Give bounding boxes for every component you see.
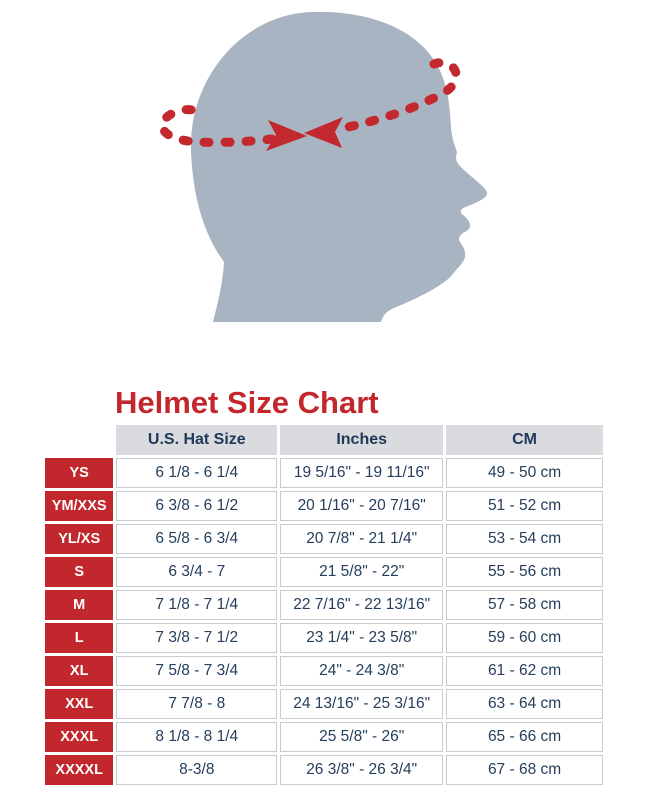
cm-cell: 65 - 66 cm [446, 722, 603, 752]
table-row [45, 755, 603, 785]
hat-size-cell: 8 1/8 - 8 1/4 [116, 722, 277, 752]
cm-cell: 67 - 68 cm [446, 755, 603, 785]
row-label: XL [45, 656, 113, 686]
cm-cell: 51 - 52 cm [446, 491, 603, 521]
column-header-inches: Inches [280, 425, 443, 455]
inches-cell: 20 7/8" - 21 1/4" [280, 524, 443, 554]
table-row [45, 458, 603, 488]
table-row [45, 656, 603, 686]
column-header-cm: CM [446, 425, 603, 455]
head-silhouette-icon [191, 12, 487, 322]
hat-size-cell: 7 1/8 - 7 1/4 [116, 590, 277, 620]
inches-cell: 23 1/4" - 23 5/8" [280, 623, 443, 653]
row-label: S [45, 557, 113, 587]
inches-cell: 21 5/8" - 22" [280, 557, 443, 587]
cm-cell: 49 - 50 cm [446, 458, 603, 488]
helmet-size-table [42, 422, 606, 788]
head-measurement-figure [0, 0, 648, 382]
row-label: YL/XS [45, 524, 113, 554]
inches-cell: 24 13/16" - 25 3/16" [280, 689, 443, 719]
cm-cell: 53 - 54 cm [446, 524, 603, 554]
page-title: Helmet Size Chart [115, 385, 379, 420]
table-row [45, 590, 603, 620]
inches-cell: 19 5/16" - 19 11/16" [280, 458, 443, 488]
row-label: L [45, 623, 113, 653]
hat-size-cell: 6 3/8 - 6 1/2 [116, 491, 277, 521]
row-label: M [45, 590, 113, 620]
table-row [45, 524, 603, 554]
hat-size-cell: 8-3/8 [116, 755, 277, 785]
cm-cell: 55 - 56 cm [446, 557, 603, 587]
header-row [45, 425, 603, 455]
table-row [45, 491, 603, 521]
column-header-us-hat-size: U.S. Hat Size [116, 425, 277, 455]
table-row [45, 689, 603, 719]
table-row [45, 623, 603, 653]
inches-cell: 24" - 24 3/8" [280, 656, 443, 686]
row-label: XXL [45, 689, 113, 719]
table-row [45, 557, 603, 587]
hat-size-cell: 6 1/8 - 6 1/4 [116, 458, 277, 488]
inches-cell: 25 5/8" - 26" [280, 722, 443, 752]
cm-cell: 61 - 62 cm [446, 656, 603, 686]
row-label: YM/XXS [45, 491, 113, 521]
inches-cell: 20 1/16" - 20 7/16" [280, 491, 443, 521]
row-label: XXXXL [45, 755, 113, 785]
inches-cell: 22 7/16" - 22 13/16" [280, 590, 443, 620]
table-row [45, 722, 603, 752]
hat-size-cell: 6 5/8 - 6 3/4 [116, 524, 277, 554]
size-table-container [0, 422, 648, 788]
row-label: YS [45, 458, 113, 488]
hat-size-cell: 6 3/4 - 7 [116, 557, 277, 587]
row-label: XXXL [45, 722, 113, 752]
hat-size-cell: 7 3/8 - 7 1/2 [116, 623, 277, 653]
cm-cell: 63 - 64 cm [446, 689, 603, 719]
cm-cell: 57 - 58 cm [446, 590, 603, 620]
hat-size-cell: 7 7/8 - 8 [116, 689, 277, 719]
hat-size-cell: 7 5/8 - 7 3/4 [116, 656, 277, 686]
corner-cell [45, 425, 113, 455]
cm-cell: 59 - 60 cm [446, 623, 603, 653]
inches-cell: 26 3/8" - 26 3/4" [280, 755, 443, 785]
